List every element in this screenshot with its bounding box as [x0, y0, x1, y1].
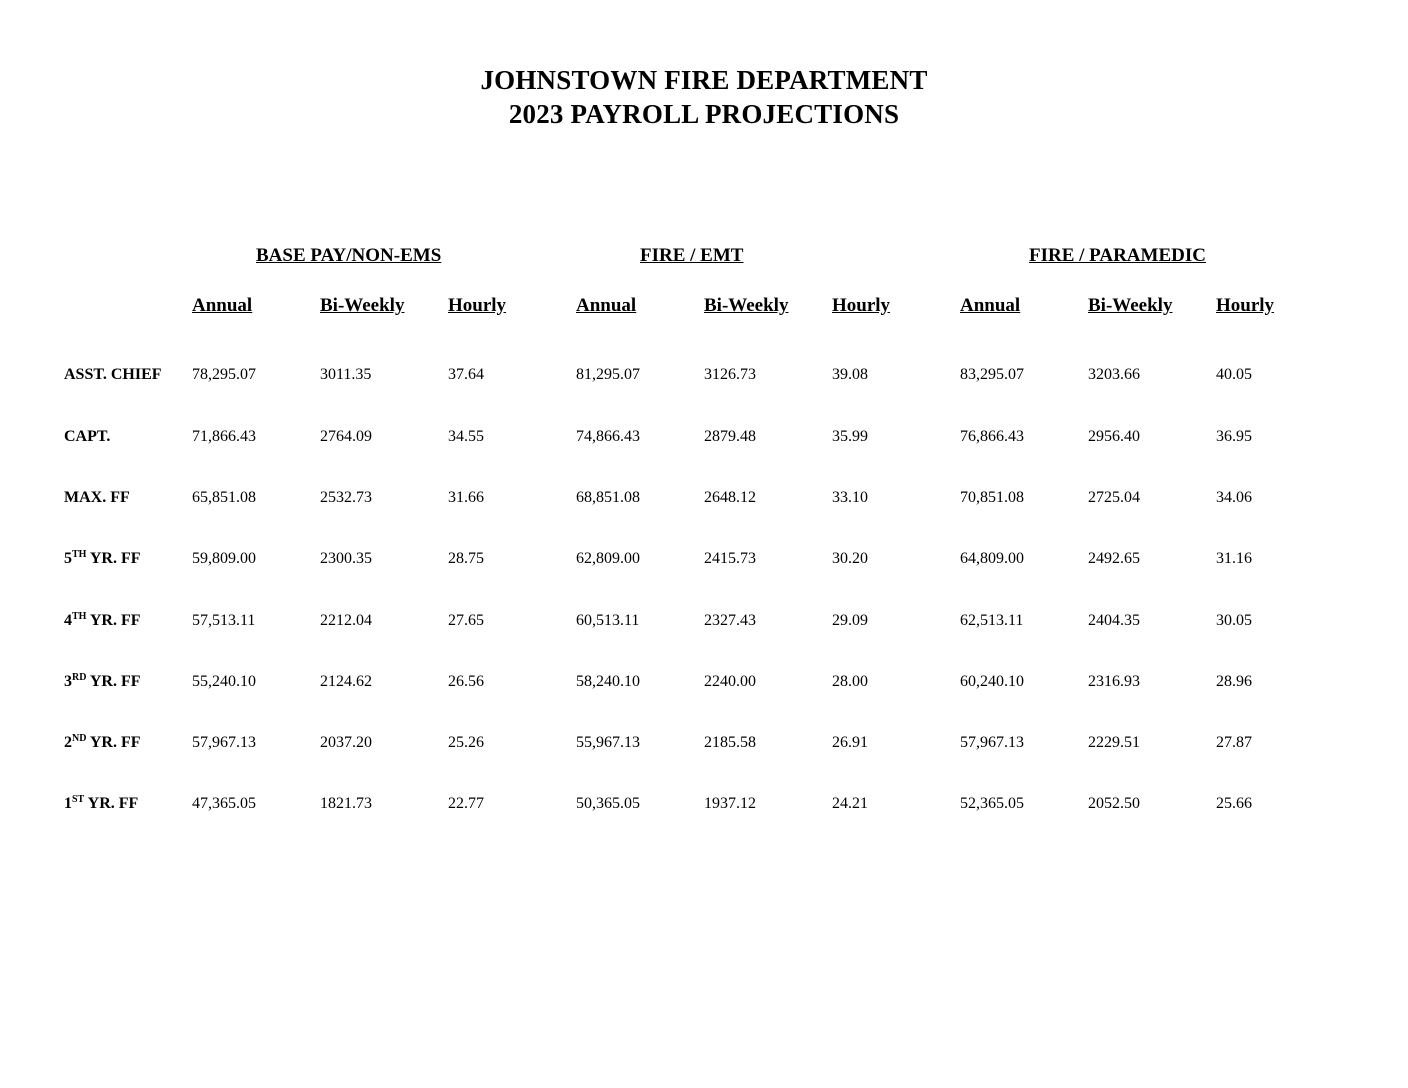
table-cell-fire-emt-annual: 58,240.10 — [576, 673, 640, 690]
table-cell-fire-paramedic-hourly: 31.16 — [1216, 550, 1252, 567]
column-header-fire-emt-hourly: Hourly — [832, 295, 891, 316]
table-cell-base-pay-hourly: 22.77 — [448, 795, 484, 812]
row-label-text: 3 — [64, 673, 72, 690]
table-cell-base-pay-hourly: 31.66 — [448, 489, 484, 506]
row-label — [64, 366, 162, 384]
row-label-text: 1 — [64, 795, 72, 812]
table-cell-fire-emt-bi-weekly: 2327.43 — [704, 612, 756, 629]
table-cell-base-pay-annual: 55,240.10 — [192, 673, 256, 690]
table-cell-fire-emt-annual: 50,365.05 — [576, 795, 640, 812]
column-header-fire-paramedic-annual: Annual — [960, 295, 1021, 316]
table-cell-fire-emt-annual: 68,851.08 — [576, 489, 640, 506]
row-label — [64, 734, 141, 752]
row-label-text: MAX. FF — [64, 489, 130, 506]
row-label-ordinal: RD — [72, 672, 87, 683]
table-cell-fire-paramedic-annual: 57,967.13 — [960, 734, 1024, 751]
table-cell-fire-emt-hourly: 33.10 — [832, 489, 868, 506]
table-cell-fire-emt-bi-weekly: 3126.73 — [704, 366, 756, 383]
table-cell-base-pay-hourly: 37.64 — [448, 366, 484, 383]
row-label — [64, 612, 141, 630]
row-label-suffix: YR. FF — [84, 795, 139, 812]
row-label-text: 5 — [64, 550, 72, 567]
table-cell-fire-emt-hourly: 35.99 — [832, 428, 868, 445]
table-cell-fire-emt-bi-weekly: 2879.48 — [704, 428, 756, 445]
table-cell-fire-paramedic-bi-weekly: 2316.93 — [1088, 673, 1140, 690]
column-header-fire-paramedic-bi-weekly: Bi-Weekly — [1088, 295, 1173, 316]
row-label-suffix: YR. FF — [86, 550, 141, 567]
column-header-fire-emt-bi-weekly: Bi-Weekly — [704, 295, 789, 316]
table-cell-fire-emt-bi-weekly: 2648.12 — [704, 489, 756, 506]
group-header-fire-emt: FIRE / EMT — [640, 245, 744, 266]
row-label-ordinal: TH — [72, 549, 87, 560]
table-cell-base-pay-hourly: 25.26 — [448, 734, 484, 751]
table-cell-fire-paramedic-annual: 70,851.08 — [960, 489, 1024, 506]
table-cell-base-pay-annual: 78,295.07 — [192, 366, 256, 383]
table-cell-fire-paramedic-annual: 52,365.05 — [960, 795, 1024, 812]
table-cell-fire-emt-bi-weekly: 2240.00 — [704, 673, 756, 690]
table-cell-fire-emt-annual: 74,866.43 — [576, 428, 640, 445]
table-cell-fire-paramedic-annual: 60,240.10 — [960, 673, 1024, 690]
row-label-ordinal: ST — [72, 794, 85, 805]
table-cell-base-pay-bi-weekly: 2764.09 — [320, 428, 372, 445]
table-cell-fire-paramedic-bi-weekly: 2956.40 — [1088, 428, 1140, 445]
column-header-base-pay-annual: Annual — [192, 295, 253, 316]
row-label-text: CAPT. — [64, 428, 111, 445]
group-header-base-pay: BASE PAY/NON-EMS — [256, 245, 442, 266]
table-cell-base-pay-bi-weekly: 1821.73 — [320, 795, 372, 812]
row-label-ordinal: ND — [72, 733, 87, 744]
table-cell-base-pay-annual: 65,851.08 — [192, 489, 256, 506]
table-cell-base-pay-bi-weekly: 2212.04 — [320, 612, 372, 629]
table-cell-base-pay-bi-weekly: 2037.20 — [320, 734, 372, 751]
column-header-base-pay-hourly: Hourly — [448, 295, 507, 316]
table-cell-base-pay-hourly: 28.75 — [448, 550, 484, 567]
table-cell-base-pay-hourly: 26.56 — [448, 673, 484, 690]
table-cell-fire-paramedic-bi-weekly: 2404.35 — [1088, 612, 1140, 629]
table-cell-base-pay-bi-weekly: 2532.73 — [320, 489, 372, 506]
table-cell-fire-paramedic-bi-weekly: 2725.04 — [1088, 489, 1140, 506]
row-label — [64, 550, 141, 568]
group-header-fire-paramedic: FIRE / PARAMEDIC — [1029, 245, 1206, 266]
table-cell-fire-paramedic-annual: 83,295.07 — [960, 366, 1024, 383]
table-cell-base-pay-annual: 57,513.11 — [192, 612, 256, 629]
table-cell-fire-emt-bi-weekly: 2415.73 — [704, 550, 756, 567]
table-cell-fire-paramedic-hourly: 27.87 — [1216, 734, 1252, 751]
row-label-ordinal: TH — [72, 611, 87, 622]
table-cell-fire-emt-bi-weekly: 1937.12 — [704, 795, 756, 812]
table-cell-fire-paramedic-hourly: 30.05 — [1216, 612, 1252, 629]
table-cell-fire-emt-hourly: 29.09 — [832, 612, 868, 629]
table-cell-fire-paramedic-hourly: 40.05 — [1216, 366, 1252, 383]
table-cell-fire-paramedic-hourly: 28.96 — [1216, 673, 1252, 690]
table-cell-fire-paramedic-annual: 64,809.00 — [960, 550, 1024, 567]
table-cell-base-pay-hourly: 34.55 — [448, 428, 484, 445]
table-cell-fire-paramedic-annual: 76,866.43 — [960, 428, 1024, 445]
table-cell-fire-paramedic-hourly: 36.95 — [1216, 428, 1252, 445]
table-cell-fire-emt-hourly: 30.20 — [832, 550, 868, 567]
table-cell-fire-paramedic-hourly: 34.06 — [1216, 489, 1252, 506]
table-cell-base-pay-annual: 71,866.43 — [192, 428, 256, 445]
title-line-2: 2023 PAYROLL PROJECTIONS — [508, 99, 900, 129]
row-label — [64, 489, 130, 507]
row-label — [64, 673, 141, 691]
row-label-suffix: YR. FF — [86, 734, 141, 751]
table-cell-fire-emt-bi-weekly: 2185.58 — [704, 734, 756, 751]
table-cell-fire-emt-hourly: 28.00 — [832, 673, 868, 690]
table-cell-fire-paramedic-bi-weekly: 2492.65 — [1088, 550, 1140, 567]
table-cell-base-pay-bi-weekly: 3011.35 — [320, 366, 372, 383]
table-cell-base-pay-bi-weekly: 2124.62 — [320, 673, 372, 690]
row-label-text: 2 — [64, 734, 72, 751]
table-cell-fire-paramedic-bi-weekly: 3203.66 — [1088, 366, 1140, 383]
table-cell-fire-emt-annual: 62,809.00 — [576, 550, 640, 567]
table-cell-fire-paramedic-hourly: 25.66 — [1216, 795, 1252, 812]
table-cell-fire-emt-hourly: 24.21 — [832, 795, 868, 812]
table-cell-fire-paramedic-annual: 62,513.11 — [960, 612, 1024, 629]
column-header-base-pay-bi-weekly: Bi-Weekly — [320, 295, 405, 316]
row-label — [64, 428, 110, 446]
column-header-fire-emt-annual: Annual — [576, 295, 637, 316]
row-label — [64, 795, 138, 813]
table-cell-base-pay-hourly: 27.65 — [448, 612, 484, 629]
row-label-suffix: YR. FF — [86, 673, 141, 690]
table-cell-base-pay-annual: 47,365.05 — [192, 795, 256, 812]
table-cell-base-pay-bi-weekly: 2300.35 — [320, 550, 372, 567]
column-header-fire-paramedic-hourly: Hourly — [1216, 295, 1275, 316]
title-line-1: JOHNSTOWN FIRE DEPARTMENT — [480, 65, 928, 95]
table-cell-base-pay-annual: 57,967.13 — [192, 734, 256, 751]
table-cell-fire-emt-hourly: 39.08 — [832, 366, 868, 383]
table-cell-fire-paramedic-bi-weekly: 2052.50 — [1088, 795, 1140, 812]
table-cell-fire-emt-hourly: 26.91 — [832, 734, 868, 751]
table-cell-fire-emt-annual: 55,967.13 — [576, 734, 640, 751]
table-cell-base-pay-annual: 59,809.00 — [192, 550, 256, 567]
row-label-text: ASST. CHIEF — [64, 366, 162, 383]
row-label-suffix: YR. FF — [86, 612, 141, 629]
row-label-text: 4 — [64, 612, 72, 629]
table-cell-fire-emt-annual: 60,513.11 — [576, 612, 640, 629]
table-cell-fire-emt-annual: 81,295.07 — [576, 366, 640, 383]
table-cell-fire-paramedic-bi-weekly: 2229.51 — [1088, 734, 1140, 751]
